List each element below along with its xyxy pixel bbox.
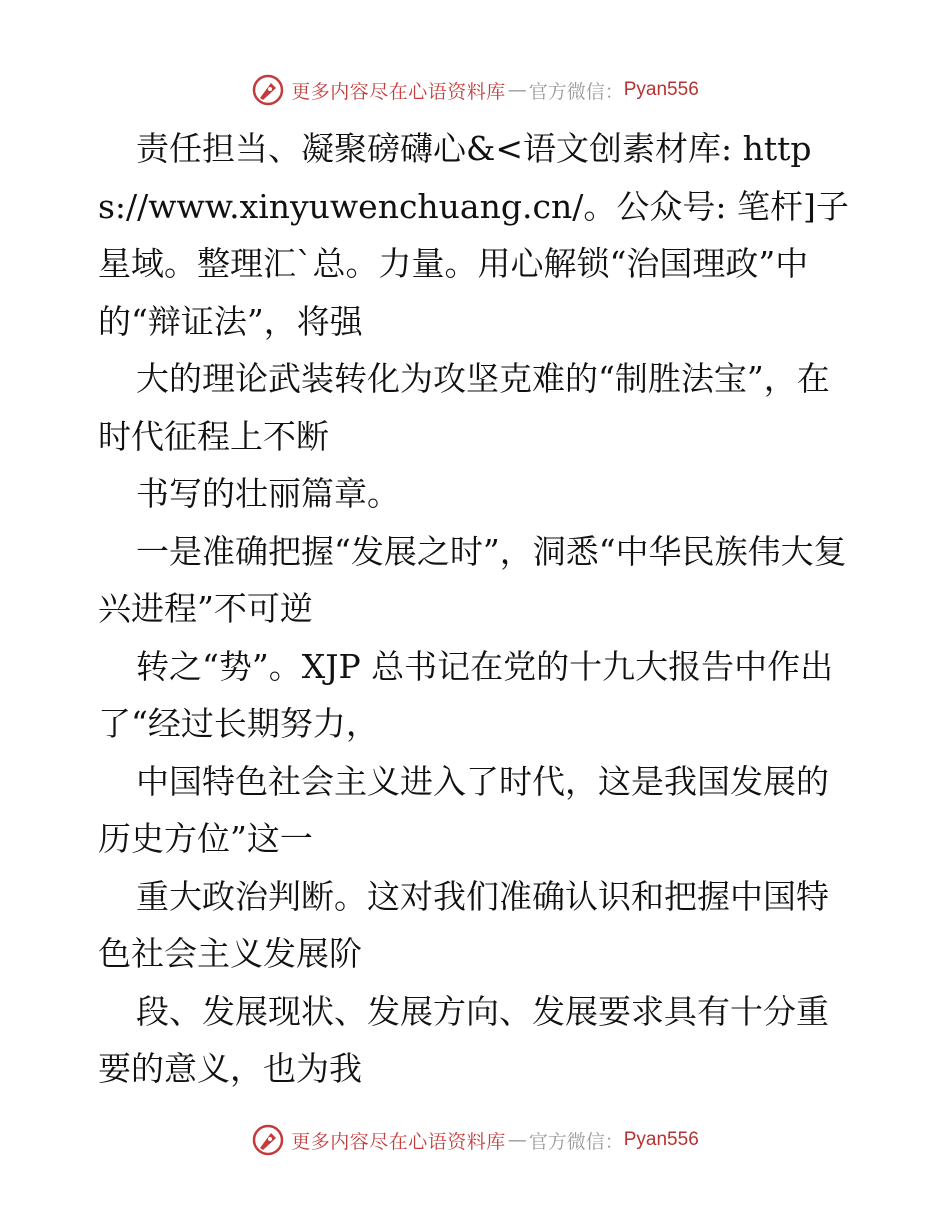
watermark-brand: 更多内容尽在心语资料库 bbox=[291, 1130, 506, 1153]
paragraph-5: 转之“势”。XJP 总书记在党的十九大报告中作出了“经过长期努力， bbox=[98, 646, 834, 743]
watermark-brand: 更多内容尽在心语资料库 bbox=[291, 80, 506, 103]
document-body bbox=[98, 120, 858, 1098]
paragraph-4: 一是准确把握“发展之时”，洞悉“中华民族伟大复兴进程”不可逆 bbox=[98, 531, 847, 628]
watermark-label: 官方微信： bbox=[528, 80, 624, 103]
paragraph-8: 段、发展现状、发展方向、发展要求具有十分重要的意义，也为我 bbox=[98, 991, 829, 1088]
paragraph-7: 重大政治判断。这对我们准确认识和把握中国特色社会主义发展阶 bbox=[98, 876, 829, 973]
watermark-wechat-id: Pyan556 bbox=[623, 79, 699, 100]
watermark-dash: — bbox=[507, 79, 527, 101]
watermark-wechat-id: Pyan556 bbox=[623, 1129, 699, 1150]
paragraph-2: 大的理论武装转化为攻坚克难的“制胜法宝”，在时代征程上不断 bbox=[98, 359, 830, 456]
paragraph-3: 书写的壮丽篇章。 bbox=[136, 474, 400, 513]
paragraph-6: 中国特色社会主义进入了时代，这是我国发展的历史方位”这一 bbox=[98, 761, 829, 858]
watermark-dash: — bbox=[507, 1129, 527, 1151]
watermark-label: 官方微信： bbox=[528, 1130, 624, 1153]
pen-nib-circle-icon bbox=[251, 73, 285, 107]
pen-nib-circle-icon bbox=[251, 1123, 285, 1157]
footer-watermark bbox=[0, 1122, 950, 1158]
header-watermark bbox=[0, 72, 950, 108]
paragraph-1: 责任担当、凝聚磅礴心&<语文创素材库: https://www.xinyuwenchuang.cn/。公众号: 笔杆]子星域。整理汇`总。力量。用心解锁“治国理政”中的“辩证法”，将强 bbox=[98, 129, 849, 341]
